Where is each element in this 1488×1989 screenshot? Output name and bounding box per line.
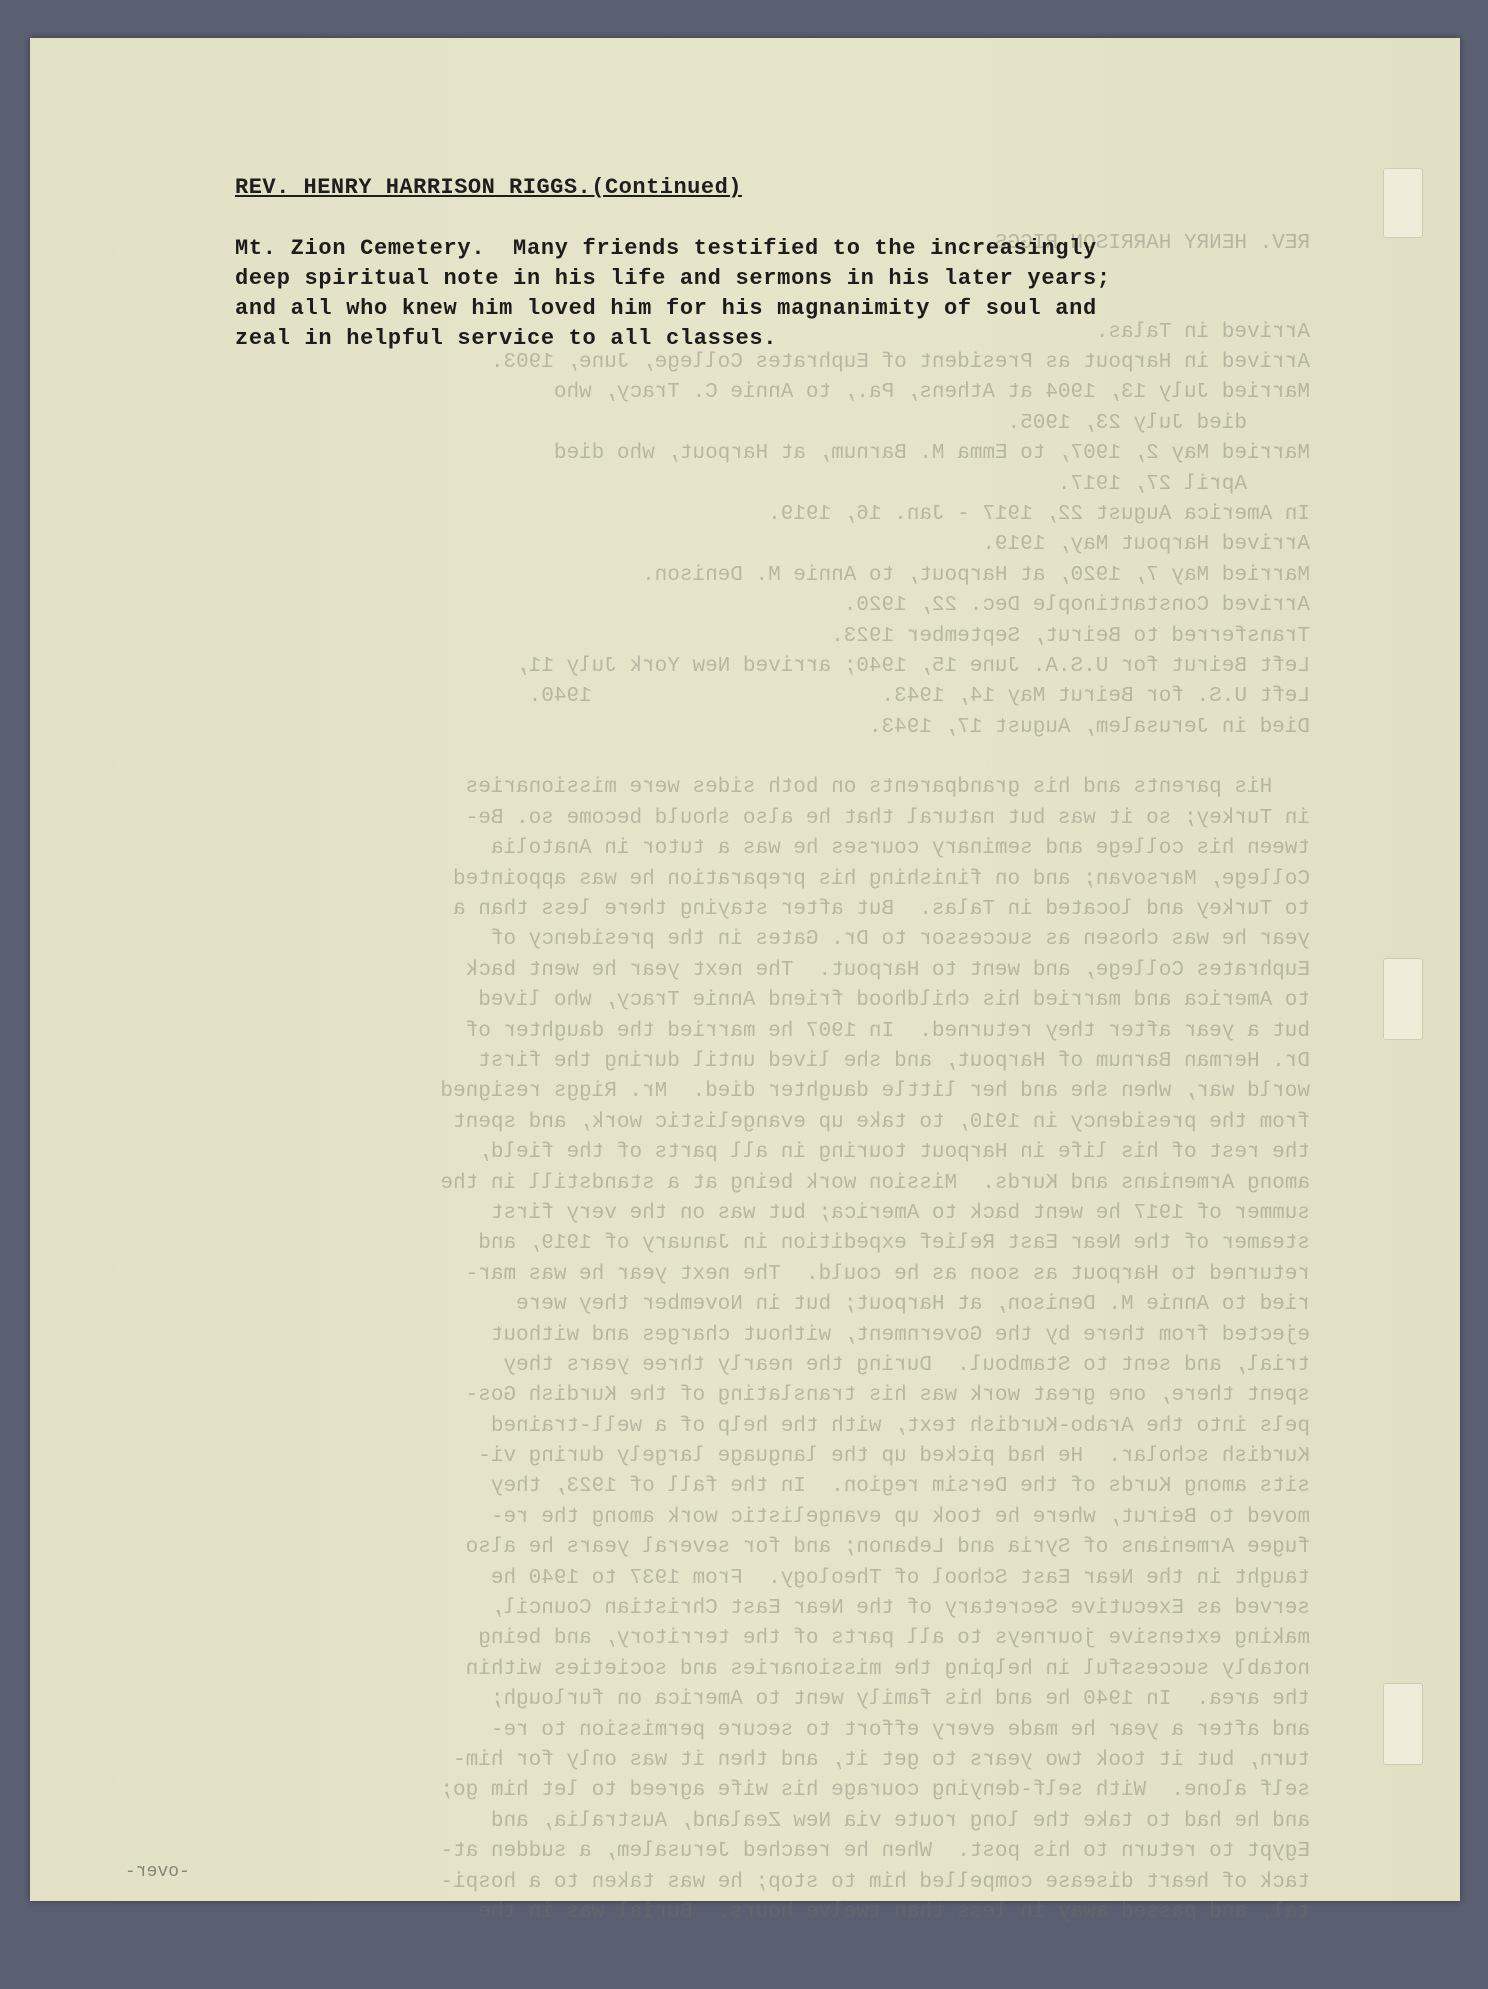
bleed-through-header: REV. HENRY HARRISON RIGGS [994, 231, 1310, 255]
bleed-through-line: Dr. Herman Barnum of Harpout, and she lived until during the first [478, 1050, 1310, 1073]
bleed-through-line: Married May 7, 1920, at Harpout, to Annie M. Denison. [642, 563, 1310, 587]
bleed-through-line: to Turkey and located in Talas. But after staying there less than a [453, 898, 1310, 922]
bleed-through-line: world war, when she and her little daughter died. Mr. Riggs resigned [440, 1080, 1310, 1104]
body-line: Mt. Zion Cemetery. Many friends testified to the increasingly [235, 236, 1097, 261]
body-line: and all who knew him loved him for his magnanimity of soul and [235, 296, 1097, 321]
binder-tab-bottom [1383, 1683, 1423, 1765]
body-text [235, 234, 1111, 354]
bleed-through-line: tal, and passed away in less than twelve hours. Burial was in the [478, 1900, 1310, 1924]
bleed-through-line: tack of heart disease compelled him to stop; he was taken to a hospi- [440, 1870, 1310, 1894]
bleed-through-line: Euphrates College, and went to Harpout. The next year he went back [465, 958, 1310, 982]
bleed-through-line: notably successful in helping the missionaries and societies within [465, 1657, 1310, 1681]
page-title: REV. HENRY HARRISON RIGGS.(Continued) [235, 175, 742, 200]
bleed-through-line: Arrived in Harpout as President of Euphrates College, June, 1903. [490, 351, 1310, 375]
bleed-through-line: Arrived Harpout May, 1919. [982, 533, 1310, 557]
bleed-through-line: April 27, 1917. [1057, 472, 1310, 496]
bleed-through-line [130, 743, 1310, 773]
bleed-through-line: trial, and sent to Stamboul. During the nearly three years they [503, 1353, 1310, 1377]
bleed-through-line: Egypt to return to his post. When he reached Jerusalem, a sudden at- [440, 1840, 1310, 1864]
bleed-through-line: Left Beirut for U.S.A. June 15, 1940; arrived New York July 11, [516, 654, 1310, 678]
bleed-through-line: tween his college and seminary courses he was a tutor in Anatolia [490, 837, 1310, 861]
binder-tab-top [1383, 168, 1423, 238]
bleed-through-line: but a year after they returned. In 1907 he married the daughter of [465, 1019, 1310, 1043]
bleed-through-line: returned to Harpout as soon as he could. The next year he was mar- [465, 1262, 1310, 1286]
document-page [30, 38, 1460, 1924]
body-line: zeal in helpful service to all classes. [235, 326, 778, 351]
bleed-through-line: Married May 2, 1907, to Emma M. Barnum, at Harpout, who died [553, 442, 1310, 466]
bleed-through-line: taught in the Near East School of Theology. From 1937 to 1940 he [490, 1566, 1310, 1590]
bleed-through-line: Kurdish scholar. He had picked up the language largely during vi- [478, 1445, 1310, 1469]
bleed-through-line: ried to Annie M. Denison, at Harpout; but in November they were [516, 1293, 1310, 1317]
bleed-through-line: died July 23, 1905. [1007, 411, 1310, 435]
bleed-through-line: ejected from there by the Government, without charges and without [490, 1323, 1310, 1347]
bleed-through-line: In America August 22, 1917 - Jan. 16, 1919. [768, 502, 1310, 526]
bleed-through-line: and he had to take the long route via New Zealand, Australia, and [490, 1809, 1310, 1833]
bleed-through-line: pels into the Arabo-Kurdish text, with the help of a well-trained [490, 1414, 1310, 1438]
body-line: deep spiritual note in his life and sermons in his later years; [235, 266, 1111, 291]
bleed-through-line: year he was chosen as successor to Dr. Gates in the presidency of [490, 928, 1310, 952]
bleed-through-line: the rest of his life in Harpout touring in all parts of the field, [478, 1141, 1310, 1165]
bleed-through-line: College, Marsovan; and on finishing his preparation he was appointed [453, 867, 1310, 891]
bleed-through-line: summer of 1917 he went back to America; but was on the very first [490, 1201, 1310, 1225]
bleed-through-line: turn, but it took two years to get it, and then it was only for him- [453, 1748, 1310, 1772]
bleed-through-line: the area. In 1940 he and his family went to America on furlough; [490, 1688, 1310, 1712]
bleed-through-line: steamer of the Near East Relief expedition in January of 1919, and [478, 1232, 1310, 1256]
bleed-through-line: making extensive journeys to all parts of the territory, and being [478, 1627, 1310, 1651]
bleed-through-line: self alone. With self-denying courage his wife agreed to let him go; [440, 1779, 1310, 1803]
bleed-through-line: sits among Kurds of the Dersim region. In the fall of 1923, they [490, 1475, 1310, 1499]
bleed-through-line: His parents and his grandparents on both sides were missionaries [465, 776, 1310, 800]
bleed-through-line: from the presidency in 1910, to take up evangelistic work, and spent [453, 1110, 1310, 1134]
bleed-through-text [130, 168, 1310, 1989]
bleed-through-line: Married July 13, 1904 at Athens, Pa., to Annie C. Tracy, who [553, 381, 1310, 405]
bleed-through-line: Arrived in Talas. [1095, 320, 1310, 344]
bleed-through-line: Died in Jerusalem, August 17, 1943. [868, 715, 1310, 739]
bleed-through-line: Arrived Constantinople Dec. 22, 1920. [843, 594, 1310, 618]
bleed-through-line: served as Executive Secretary of the Near East Christian Council, [490, 1597, 1310, 1621]
bleed-through-line: in Turkey; so it was but natural that he also should become so. Be- [465, 806, 1310, 830]
bleed-through-line: moved to Beirut, where he took up evangelistic work among the re- [490, 1505, 1310, 1529]
bleed-through-line: spent there, one great work was his translating of the Kurdish Gos- [465, 1384, 1310, 1408]
bleed-through-line: and after a year he made every effort to secure permission to re- [490, 1718, 1310, 1742]
bleed-through-line: Transferred to Beirut, September 1923. [831, 624, 1310, 648]
bleed-through-line: to America and married his childhood friend Annie Tracy, who lived [478, 989, 1310, 1013]
bleed-through-lines [130, 318, 1310, 1929]
binder-tab-middle [1383, 958, 1423, 1040]
bleed-through-line: Left U.S. for Beirut May 14, 1943. 1940. [528, 685, 1310, 709]
bleed-through-line: among Armenians and Kurds. Mission work being at a standstill in the [440, 1171, 1310, 1195]
bleed-through-line: fugee Armenians of Syria and Lebanon; and for several years he also [465, 1536, 1310, 1560]
footer-over: -over- [125, 1862, 190, 1882]
